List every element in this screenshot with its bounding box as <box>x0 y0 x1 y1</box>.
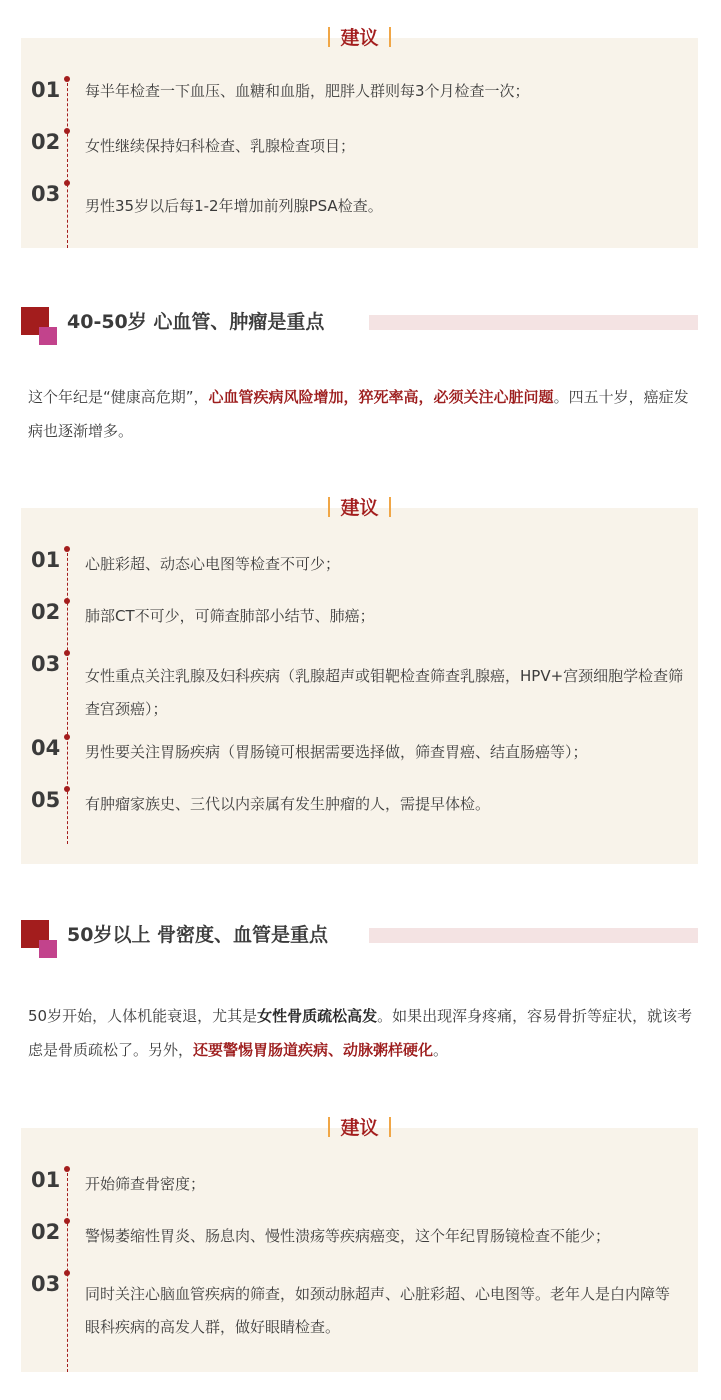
heading-bar <box>369 315 698 330</box>
item-number: 05 <box>31 788 61 812</box>
timeline-dot <box>64 734 70 740</box>
item-text: 开始筛查骨密度； <box>85 1175 206 1193</box>
section-paragraph: 这个年纪是“健康高危期”，心血管疾病风险增加，猝死率高，必须关注心脏问题。四五十岁，癌症发病也逐渐增多。 <box>28 388 689 440</box>
item-text: 有肿瘤家族史、三代以内亲属有发生肿瘤的人，需提早体检。 <box>85 795 491 813</box>
highlight-text: 还要警惕胃肠道疾病、动脉粥样硬化 <box>193 1041 434 1059</box>
section-title: 40-50岁 心血管、肿瘤是重点 <box>67 311 325 333</box>
advice-box-title: 建议 <box>21 22 698 54</box>
highlight-text: 女性骨质疏松高发 <box>257 1007 378 1025</box>
item-number: 02 <box>31 130 61 154</box>
timeline-rail <box>67 78 68 248</box>
section-title: 50岁以上 骨密度、血管是重点 <box>67 924 329 946</box>
timeline-dot <box>64 1270 70 1276</box>
heading-square-pink <box>39 940 57 958</box>
timeline-dot <box>64 180 70 186</box>
title-bar-left <box>328 1117 330 1137</box>
timeline-dot <box>64 650 70 656</box>
section-heading-40-50 <box>21 305 698 345</box>
advice-box-2 <box>21 497 698 864</box>
timeline-dot <box>64 1166 70 1172</box>
timeline-rail <box>67 548 68 844</box>
title-bar-right <box>389 497 391 517</box>
timeline-dot <box>64 598 70 604</box>
timeline-dot <box>64 546 70 552</box>
title-bar-right <box>389 1117 391 1137</box>
title-bar-left <box>328 497 330 517</box>
advice-box-title: 建议 <box>21 1112 698 1144</box>
timeline-dot <box>64 76 70 82</box>
item-number: 02 <box>31 600 61 624</box>
item-text: 每半年检查一下血压、血糖和血脂，肥胖人群则每3个月检查一次； <box>85 82 530 100</box>
highlight-text: 心血管疾病风险增加，猝死率高，必须关注心脏问题 <box>208 388 554 406</box>
section-paragraph: 50岁开始，人体机能衰退，尤其是女性骨质疏松高发。如果出现浑身疼痛，容易骨折等症状，就该考虑是骨质疏松了。另外，还要警惕胃肠道疾病、动脉粥样硬化。 <box>28 1007 693 1059</box>
item-number: 04 <box>31 736 61 760</box>
item-text: 女性重点关注乳腺及妇科疾病（乳腺超声或钼靶检查筛查乳腺癌，HPV+宫颈细胞学检查筛查宫颈癌）； <box>85 667 684 718</box>
heading-bar <box>369 928 698 943</box>
item-text: 男性要关注胃肠疾病（胃肠镜可根据需要选择做，筛查胃癌、结直肠癌等）； <box>85 743 588 761</box>
item-number: 01 <box>31 1168 61 1192</box>
timeline-dot <box>64 128 70 134</box>
item-number: 03 <box>31 652 61 676</box>
item-text: 同时关注心脑血管疾病的筛查，如颈动脉超声、心脏彩超、心电图等。老年人是白内障等眼科疾病的高发人群，做好眼睛检查。 <box>85 1285 671 1336</box>
advice-box-title: 建议 <box>21 492 698 524</box>
timeline-dot <box>64 786 70 792</box>
advice-box-3 <box>21 1117 698 1372</box>
timeline-dot <box>64 1218 70 1224</box>
item-text: 女性继续保持妇科检查、乳腺检查项目； <box>85 137 356 155</box>
item-number: 01 <box>31 548 61 572</box>
section-heading-50-plus <box>21 918 698 958</box>
heading-square-pink <box>39 327 57 345</box>
item-number: 01 <box>31 78 61 102</box>
item-text: 警惕萎缩性胃炎、肠息肉、慢性溃疡等疾病癌变，这个年纪胃肠镜检查不能少； <box>85 1227 611 1245</box>
item-text: 男性35岁以后每1-2年增加前列腺PSA检查。 <box>85 197 383 215</box>
item-text: 心脏彩超、动态心电图等检查不可少； <box>85 555 341 573</box>
advice-box-1 <box>21 27 698 248</box>
item-number: 03 <box>31 182 61 206</box>
item-text: 肺部CT不可少，可筛查肺部小结节、肺癌； <box>85 607 375 625</box>
item-number: 02 <box>31 1220 61 1244</box>
title-bar-right <box>389 27 391 47</box>
title-bar-left <box>328 27 330 47</box>
item-number: 03 <box>31 1272 61 1296</box>
